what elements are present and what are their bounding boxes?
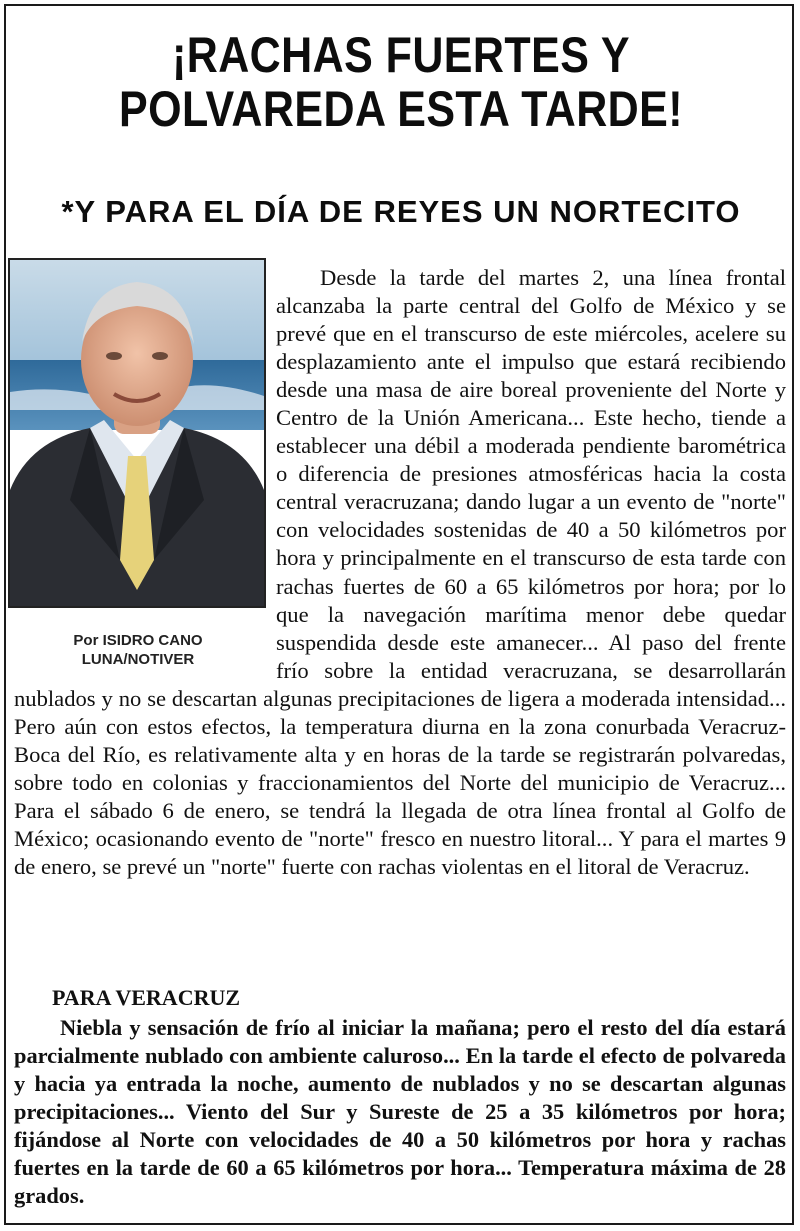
subheadline: *Y PARA EL DÍA DE REYES UN NORTECITO xyxy=(61,194,741,229)
byline-agency: LUNA/NOTIVER xyxy=(81,651,195,668)
headline xyxy=(61,28,740,136)
article-body-text: Desde la tarde del martes 2, una línea frontal alcanzaba la parte central del Golfo de México y se prevé que en el transcurso de este miércoles, acelere su desplazamiento ante el impulso que estará recibiendo desde una masa de aire boreal proveniente del Norte y Centro de la Unión Americana... Este hecho, tiende a establecer una débil a moderada pendiente barométrica o diferencia de presiones atmosféricas hacia la costa central veracruzana; dando lugar a un evento de "norte" con velocidades sostenidas de 40 a 50 kilómetros por hora y principalmente en el transcurso de esta tarde con rachas fuertes de 60 a 65 kilómetros por hora; por lo que la navegación marítima menor debe quedar suspendida desde este amanecer... Al paso del frente frío sobre la entidad veracruzana, se desarrollarán nublados y no se descartan algunas precipitaciones de ligera a moderada intensidad... Pero aún con estos efectos, la temperatura diurna en la zona conurbada Veracruz-Boca del Río, es relativamente alta y en horas de la tarde se registrarán polvaredas, sobre todo en colonias y fraccionamientos del Norte del municipio de Veracruz... Para el sábado 6 de enero, se tendrá la llegada de otra línea frontal al Golfo de México; ocasionando evento de "norte" fresco en nuestro litoral... Y para el martes 9 de enero, se prevé un "norte" fuerte con rachas violentas en el litoral de Veracruz. xyxy=(14,265,786,879)
headline-line-2: POLVAREDA ESTA TARDE! xyxy=(118,81,684,137)
headline-line-1: ¡RACHAS FUERTES Y xyxy=(171,27,631,83)
forecast-paragraph xyxy=(14,1014,786,1210)
article-body xyxy=(14,264,786,881)
section-title: PARA VERACRUZ xyxy=(52,985,241,1010)
photo-wrap-spacer xyxy=(14,264,276,669)
byline-author: Por ISIDRO CANO xyxy=(73,632,203,649)
article-frame xyxy=(4,4,794,1225)
forecast-text: Niebla y sensación de frío al iniciar la mañana; pero el resto del día estará parcialmente nublado con ambiente caluroso... En la tarde el efecto de polvareda y hacia ya entrada la noche, aumento de nublados y no se descartan algunas precipitaciones... Viento del Sur y Sureste de 25 a 35 kilómetros por hora; fijándose al Norte con velocidades de 40 a 50 kilómetros por hora y rachas fuertes en la tarde de 60 a 65 kilómetros por hora... Temperatura máxima de 28 grados. xyxy=(14,1015,786,1208)
